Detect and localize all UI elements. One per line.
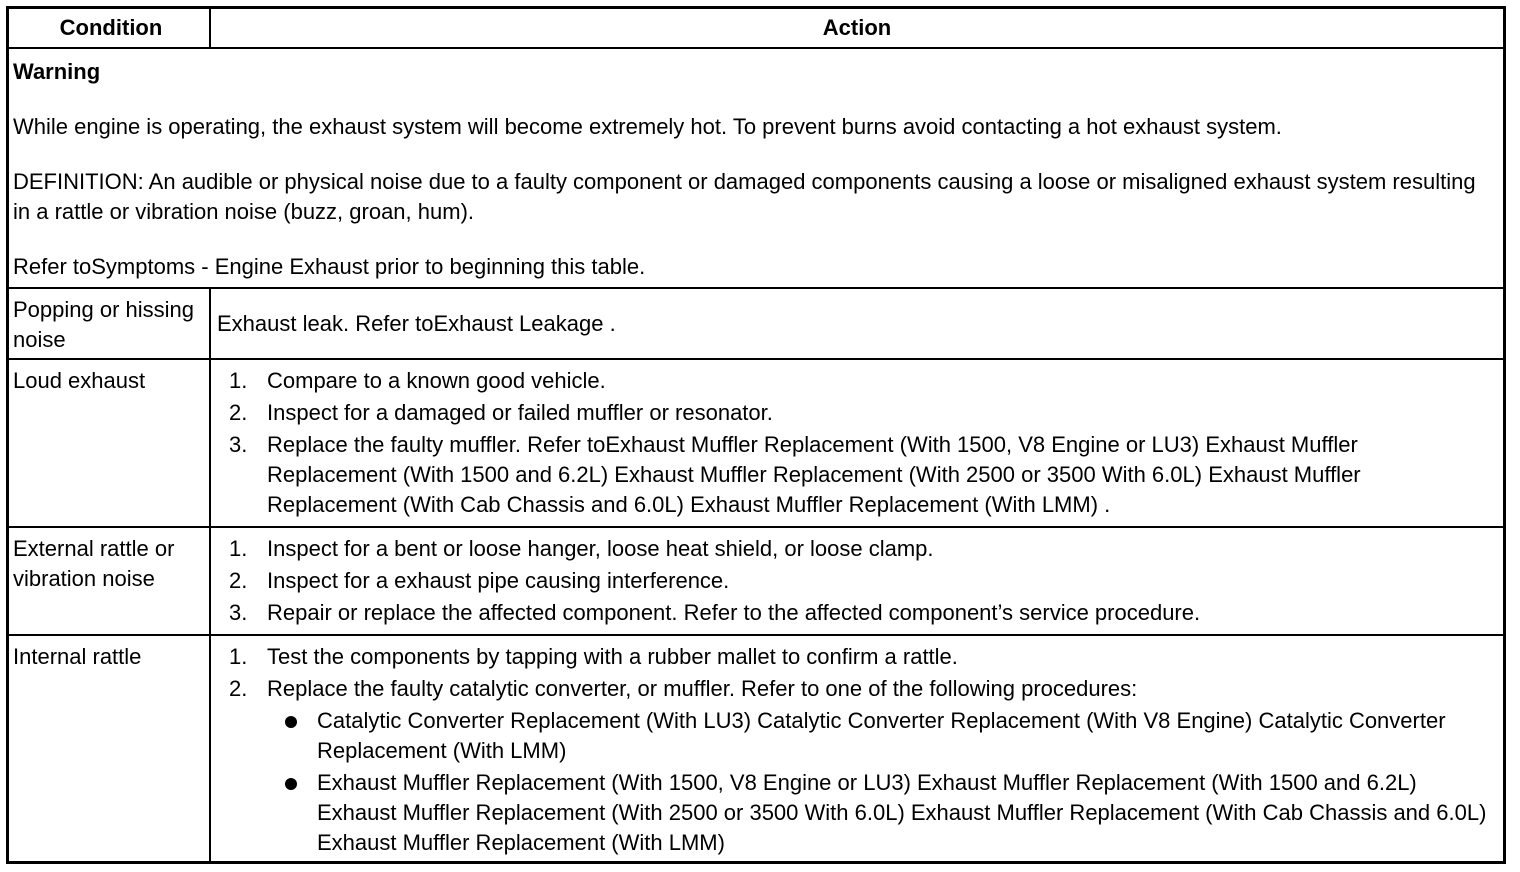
list-item: 1. Test the components by tapping with a rubber mallet to confirm a rattle. — [229, 644, 958, 669]
bullet-icon — [285, 778, 297, 790]
symptom-table — [6, 6, 1506, 864]
warning-text: While engine is operating, the exhaust system will become extremely hot. To prevent burns avoid contacting a hot exhaust system. — [13, 114, 1282, 139]
condition-cell: Popping or hissing noise — [9, 289, 211, 358]
warning-title: Warning — [13, 59, 101, 84]
condition-cell: Internal rattle — [9, 636, 211, 861]
action-cell — [211, 360, 1503, 526]
condition-cell: External rattle or vibration noise — [9, 528, 211, 634]
bullet-icon — [285, 716, 297, 728]
table-header-row — [9, 9, 1503, 49]
list-item: 3. Repair or replace the affected component. Refer to the affected component’s service procedure. — [229, 600, 1201, 625]
notice-row — [9, 49, 1503, 289]
action-cell — [211, 528, 1503, 634]
list-item: 1. Compare to a known good vehicle. — [229, 368, 606, 393]
list-item: 2. Replace the faulty catalytic converter, or muffler. Refer to one of the following procedures: — [229, 676, 1138, 701]
numbered-list — [211, 534, 1503, 630]
list-item: 3. Replace the faulty muffler. Refer toExhaust Muffler Replacement (With 1500, V8 Engine or LU3) Exhaust Muffler Replacement (With 1500 and 6.2L) Exhaust Muffler Replacement (With 2500 or 3500 With 6.0L) Exhaust Muffler Replacement (With Cab Chassis and 6.0L) Exhaust Muffler Replacement (With LMM) . — [229, 432, 1361, 517]
list-item: 2. Inspect for a damaged or failed muffler or resonator. — [229, 400, 773, 425]
condition-cell: Loud exhaust — [9, 360, 211, 526]
bullet-item: Exhaust Muffler Replacement (With 1500, V8 Engine or LU3) Exhaust Muffler Replacement (With 1500 and 6.2L) Exhaust Muffler Replacement (With 2500 or 3500 With 6.0L) Exhaust Muffler Replacement (With Cab Chassis and 6.0L) Exhaust Muffler Replacement (With LMM) — [211, 768, 1503, 858]
numbered-list — [211, 366, 1503, 522]
table-row — [9, 360, 1503, 528]
refer-text: Refer toSymptoms - Engine Exhaust prior to beginning this table. — [13, 254, 646, 279]
table-row — [9, 289, 1503, 360]
table-row — [9, 636, 1503, 861]
action-cell — [211, 636, 1503, 861]
list-item: 1. Inspect for a bent or loose hanger, loose heat shield, or loose clamp. — [229, 536, 934, 561]
action-text: Exhaust leak. Refer toExhaust Leakage . — [217, 311, 616, 336]
list-item: 2. Inspect for a exhaust pipe causing interference. — [229, 568, 730, 593]
bullet-item: Catalytic Converter Replacement (With LU3) Catalytic Converter Replacement (With V8 Engine) Catalytic Converter Replacement (With LMM) — [211, 706, 1503, 766]
action-column-header: Action — [822, 15, 892, 40]
condition-column-header: Condition — [9, 9, 211, 47]
definition-text: DEFINITION: An audible or physical noise due to a faulty component or damaged components causing a loose or misaligned exhaust system resulting in a rattle or vibration noise (buzz, groan, hum). — [13, 169, 1476, 224]
table-row — [9, 528, 1503, 636]
numbered-list — [211, 642, 1503, 860]
action-cell — [211, 289, 1503, 358]
